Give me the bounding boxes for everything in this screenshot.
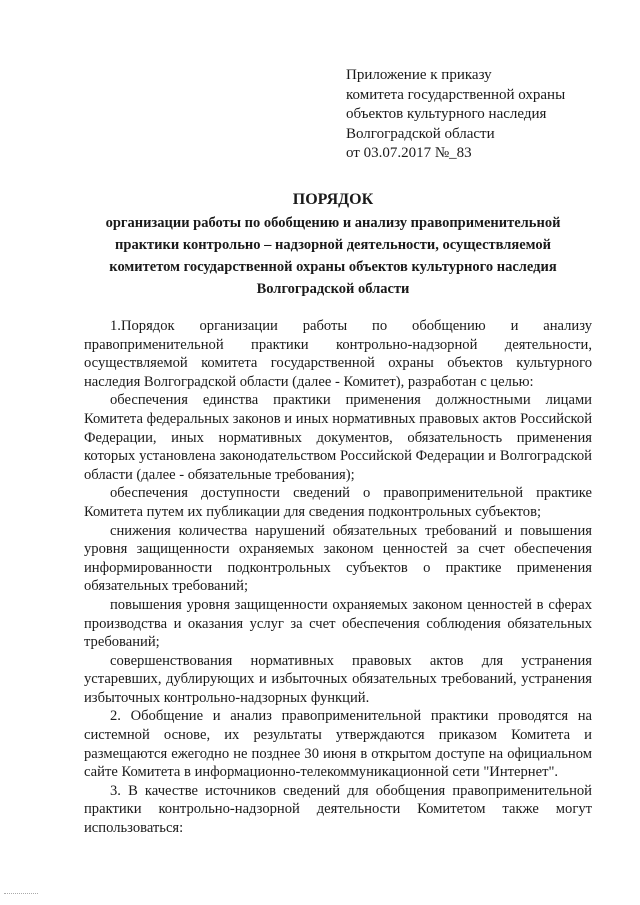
paragraph-goal-3: снижения количества нарушений обязательных требований и повышения уровня защищенности охраняемых законом ценностей за счет обеспечения информированности подконтрольных субъектов о практике применения обязательных требований; — [84, 522, 592, 595]
annex-line: комитета государственной охраны — [346, 86, 566, 103]
paragraph-goal-4: повышения уровня защищенности охраняемых законом ценностей в сферах производства и оказания услуг за счет обеспечения соблюдения обязательных требований; — [84, 596, 592, 651]
title-main: ПОРЯДОК — [292, 191, 374, 208]
annex-line: Приложение к приказу — [346, 67, 492, 83]
scan-artifact — [4, 893, 38, 898]
paragraph-3: 3. В качестве источников сведений для обобщения правоприменительной практики контрольно-надзорной деятельности Комитетом также могут использоваться: — [84, 782, 592, 837]
paragraph-goal-1: обеспечения единства практики применения должностными лицами Комитета федеральных законов и иных нормативных правовых актов Российской Федерации, иных нормативных документов, обязательность применения которых установлена законодательством Российской Федерации и Волгоградской области (далее - обязательные требования); — [84, 392, 592, 483]
annex-line: объектов культурного наследия — [346, 106, 547, 122]
annex-line-date: от 03.07.2017 №_83 — [346, 145, 472, 161]
document-title — [78, 190, 588, 300]
paragraph-1: 1.Порядок организации работы по обобщению и анализу правоприменительной практики контрольно-надзорной деятельности, осуществляемой комитета государственной охраны объектов культурного наследия Волгоградской области (далее - Комитет), разработан с целью: — [84, 318, 592, 390]
document-body — [84, 317, 592, 838]
title-subtitle: организации работы по обобщению и анализу правоприменительной практики контрольно – надзорной деятельности, осуществляемой комитетом государственной охраны объектов культурного наследия Волгоградской области — [105, 215, 561, 297]
annex-block — [346, 66, 616, 164]
annex-line: Волгоградской области — [346, 125, 495, 142]
paragraph-goal-5: совершенствования нормативных правовых актов для устранения устаревших, дублирующих и избыточных обязательных требований, устранения избыточных контрольно-надзорных функций. — [84, 652, 592, 706]
paragraph-goal-2: обеспечения доступности сведений о правоприменительной практике Комитета путем их публикации для сведения подконтрольных субъектов; — [84, 485, 592, 520]
paragraph-2: 2. Обобщение и анализ правоприменительной практики проводятся на системной основе, их результаты утверждаются приказом Комитета и размещаются ежегодно не позднее 30 июня в открытом доступе на официальном сайте Комитета в информационно-телекоммуникационной сети "Интернет". — [84, 708, 592, 781]
